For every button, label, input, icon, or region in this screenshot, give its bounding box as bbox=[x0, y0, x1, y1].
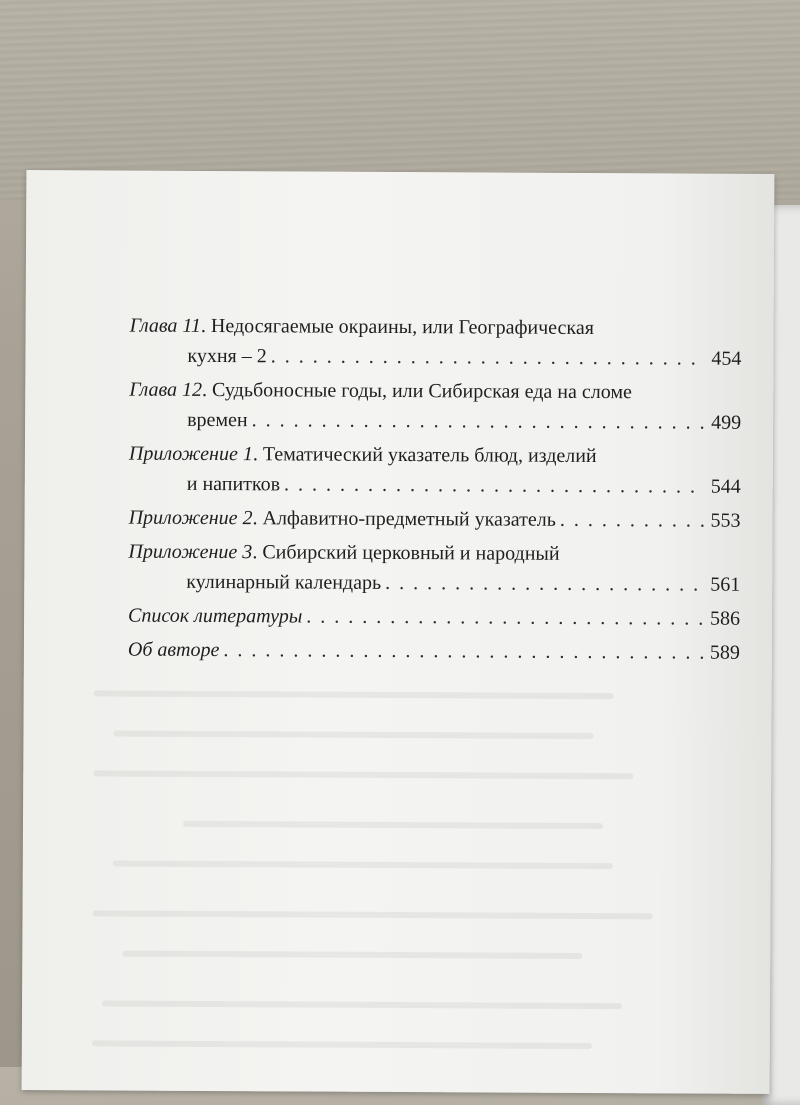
book-page bbox=[22, 170, 775, 1094]
toc-entry-label: Об авторе bbox=[127, 638, 220, 662]
toc-entry-bibliography bbox=[128, 601, 740, 634]
dot-leader bbox=[223, 635, 704, 668]
toc-entry-label: Приложение 3 bbox=[128, 540, 253, 564]
dot-leader bbox=[385, 568, 704, 600]
toc-page-number: 561 bbox=[710, 573, 741, 596]
toc-entry-about-author bbox=[128, 635, 740, 668]
toc-entry-label: Приложение 2 bbox=[128, 506, 253, 530]
toc-entry-title: . Сибирский церковный и народный bbox=[252, 541, 560, 565]
toc-entry-chapter-12 bbox=[129, 375, 741, 438]
toc-entry-appendix-3 bbox=[128, 537, 740, 600]
toc-entry-title: . Судьбоносные годы, или Сибирская еда на сломе bbox=[202, 378, 632, 404]
toc-entry-label: Приложение 1 bbox=[128, 442, 253, 466]
toc-entry-label: Список литературы bbox=[128, 604, 303, 628]
toc-page-number: 454 bbox=[711, 347, 742, 370]
toc-entry-label: Глава 11 bbox=[129, 314, 202, 337]
toc-entry-appendix-1 bbox=[129, 439, 741, 502]
toc-entry-title: . Тематический указатель блюд, изделий bbox=[252, 443, 597, 468]
toc-entry-title: . Недосягаемые окраины, или Географическая bbox=[200, 314, 595, 340]
toc-page-number: 544 bbox=[710, 475, 741, 498]
toc-page-number: 499 bbox=[711, 411, 742, 434]
toc-entry-appendix-2 bbox=[129, 503, 741, 536]
toc-page-number: 553 bbox=[710, 509, 741, 532]
table-of-contents bbox=[128, 311, 742, 672]
toc-entry-title-cont: времен bbox=[187, 408, 248, 432]
toc-page-number: 589 bbox=[709, 641, 740, 664]
toc-entry-chapter-11 bbox=[129, 311, 741, 374]
dot-leader bbox=[271, 341, 706, 373]
toc-entry-title-cont: кухня – 2 bbox=[187, 344, 267, 368]
dot-leader bbox=[284, 469, 705, 501]
dot-leader bbox=[306, 602, 704, 634]
toc-entry-title-cont: кулинарный календарь bbox=[186, 570, 382, 594]
dot-leader bbox=[252, 405, 706, 437]
toc-page-number: 586 bbox=[710, 607, 741, 630]
toc-entry-label: Глава 12 bbox=[129, 378, 203, 401]
toc-entry-title-cont: и напитков bbox=[186, 472, 281, 496]
dot-leader bbox=[560, 505, 705, 536]
toc-entry-title: . Алфавитно-предметный указатель bbox=[252, 507, 556, 531]
